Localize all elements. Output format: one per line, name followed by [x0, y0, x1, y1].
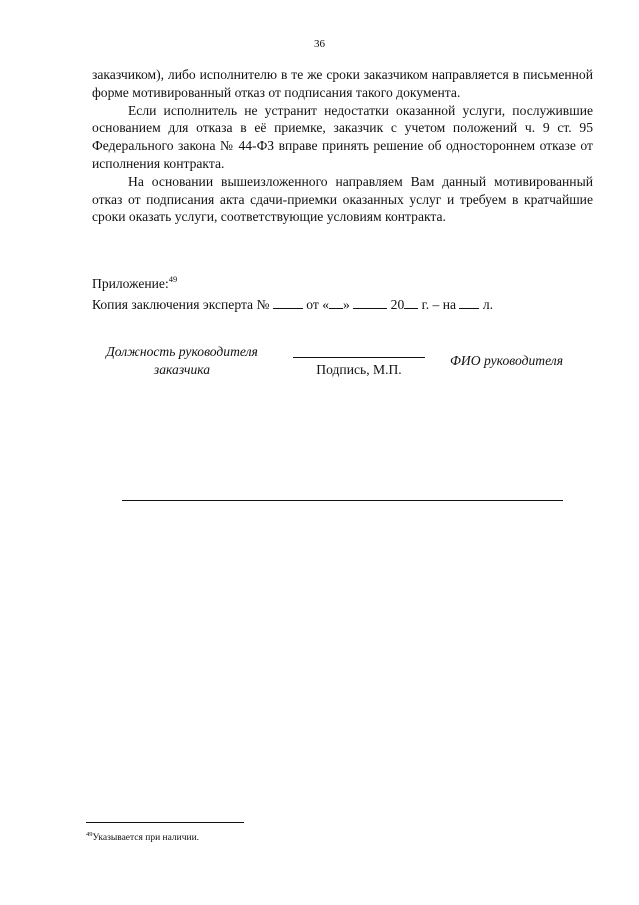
paragraph-2: Если исполнитель не устранит недостатки оказанной услуги, послужившие основанием для отказа в её приемке, заказчик с учетом положений ч. 9 ст. 95 Федерального закона № 44-ФЗ вправе принять решение об одностороннем отказе от исполнения контракта.	[92, 102, 593, 171]
pages-blank	[459, 295, 479, 309]
appendix-text-4: 20	[390, 297, 405, 312]
appendix-text-1: Копия заключения эксперта №	[92, 297, 270, 312]
expert-number-blank	[273, 295, 303, 309]
appendix-text-3: »	[343, 297, 350, 312]
year-blank	[404, 295, 418, 309]
appendix-heading	[92, 270, 593, 293]
page-number: 36	[314, 38, 325, 50]
signature-label: Подпись, М.П.	[316, 362, 402, 377]
paragraph-3: На основании вышеизложенного направляем Вам данный мотивированный отказ от подписания акта сдачи-приемки оказанных услуг и требуем в кратчайшие сроки оказать услуги, соответствующие условиям контракта.	[92, 173, 593, 225]
signature-name-label: ФИО руководителя	[450, 353, 564, 368]
signature-line	[293, 344, 425, 358]
position-label-line-2: заказчика	[153, 362, 211, 377]
signature-block	[293, 344, 425, 379]
appendix-text-5: г. – на	[421, 297, 456, 312]
appendix-text-2: от «	[306, 297, 330, 312]
body-text	[92, 66, 593, 226]
footnote-text: Указывается при наличии.	[92, 833, 200, 843]
appendix-footnote-ref: 49	[168, 274, 178, 284]
appendix-copy-line	[92, 295, 593, 314]
footnote-number: 49	[86, 831, 93, 838]
signature-position-label	[90, 343, 274, 379]
month-blank	[353, 295, 387, 309]
separator-line	[122, 500, 563, 501]
day-blank	[329, 295, 343, 309]
appendix-heading-text: Приложение:	[92, 276, 169, 291]
footnote-separator	[86, 822, 244, 823]
position-label-line-1: Должность руководителя	[106, 344, 258, 359]
footnote	[86, 829, 566, 844]
appendix-section	[92, 270, 593, 314]
paragraph-1: заказчиком), либо исполнителю в те же сроки заказчиком направляется в письменной форме мотивированный отказ от подписания такого документа.	[92, 67, 593, 100]
appendix-text-6: л.	[482, 297, 493, 312]
